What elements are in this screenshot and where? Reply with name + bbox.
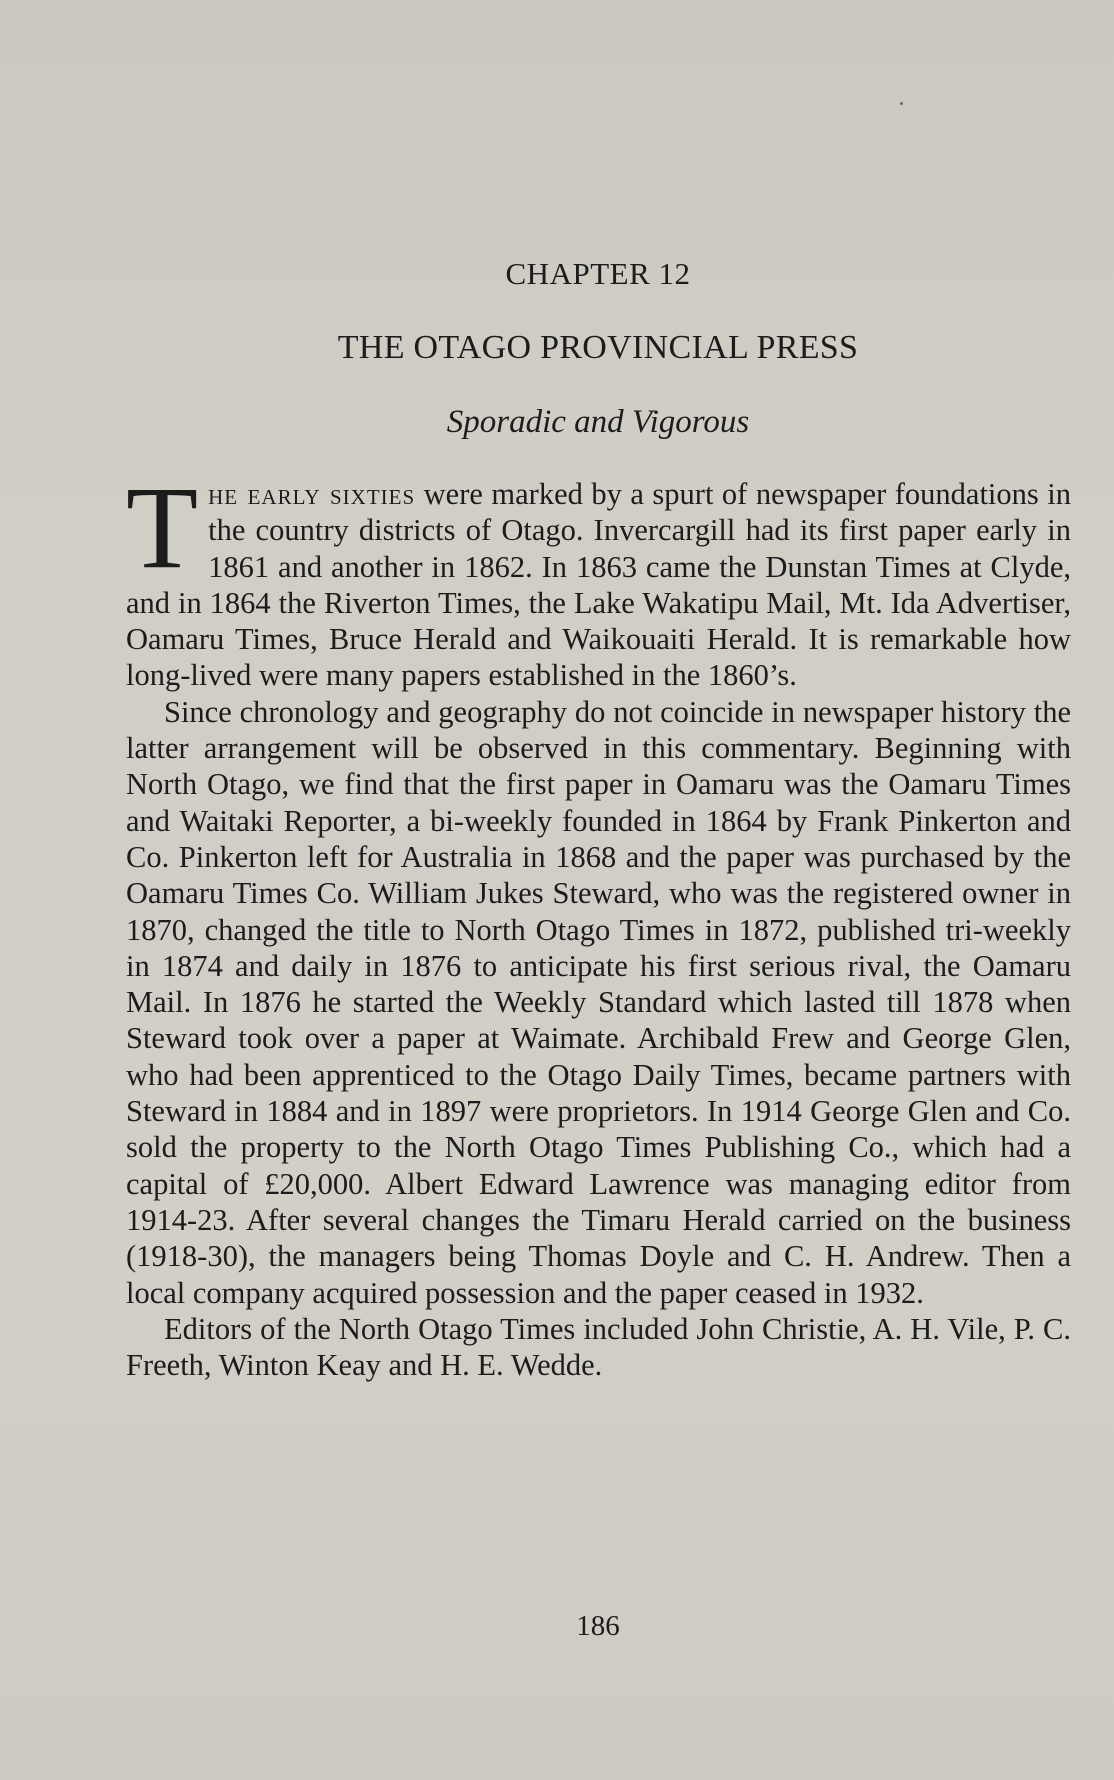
paragraph-1 — [126, 462, 1071, 694]
lead-in-small-caps: he early sixties — [208, 477, 416, 511]
paragraph-3: Editors of the North Otago Times included John Christie, A. H. Vile, P. C. Freeth, Winton Keay and H. E. Wedde. — [126, 1311, 1071, 1383]
paragraph-2: Since chronology and geography do not coincide in newspaper history the latter arrangement will be observed in this commentary. Beginning with North Otago, we find that the first paper in Oamaru was the Oamaru Times and Waitaki Reporter, a bi-weekly founded in 1864 by Frank Pinkerton and Co. Pinkerton left for Australia in 1868 and the paper was purchased by the Oamaru Times Co. William Jukes Steward, who was the registered owner in 1870, changed the title to North Otago Times in 1872, published tri-weekly in 1874 and daily in 1876 to anticipate his first serious rival, the Oamaru Mail. In 1876 he started the Weekly Standard which lasted till 1878 when Steward took over a paper at Waimate. Archibald Frew and George Glen, who had been apprenticed to the Otago Daily Times, became partners with Steward in 1884 and in 1897 were proprietors. In 1914 George Glen and Co. sold the property to the North Otago Times Publishing Co., which had a capital of £20,000. Albert Edward Lawrence was managing editor from 1914-23. After several changes the Timaru Herald carried on the business (1918-30), the managers being Thomas Doyle and C. H. Andrew. Then a local company acquired possession and the paper ceased in 1932. — [126, 694, 1071, 1310]
body-text — [126, 462, 1071, 1383]
drop-cap: T — [126, 462, 199, 593]
paragraph-1-text: were marked by a spurt of newspaper foundations in the country districts of Otago. Invercargill had its first paper early in 1861 and another in 1862. In 1863 came the Dunstan Times at Clyde, and in 1864 the Riverton Times, the Lake Wakatipu Mail, Mt. Ida Advertiser, Oamaru Times, Bruce Herald and Waikouaiti Herald. It is remarkable how long-lived were many papers established in the 1860’s. — [126, 477, 1071, 693]
chapter-subtitle: Sporadic and Vigorous — [446, 404, 750, 440]
chapter-label: CHAPTER 12 — [505, 256, 691, 291]
page-number: 186 — [576, 1610, 620, 1642]
chapter-title: THE OTAGO PROVINCIAL PRESS — [337, 329, 859, 366]
paper-speck — [900, 102, 903, 105]
